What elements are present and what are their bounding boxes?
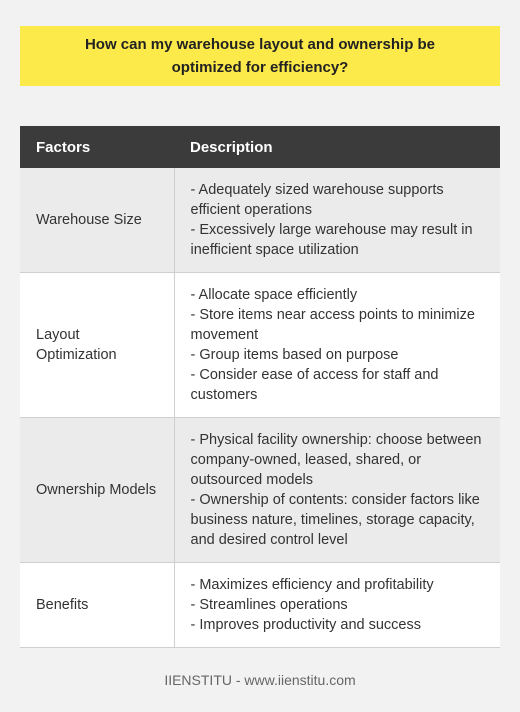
table-row: [20, 168, 500, 273]
description-line: - Ownership of contents: consider factors like business nature, timelines, storage capacity, and desired control level: [190, 492, 480, 548]
description-cell: [174, 168, 500, 273]
page-title: How can my warehouse layout and ownership be optimized for efficiency?: [20, 26, 500, 86]
description-cell: [174, 563, 500, 648]
description-line: - Improves productivity and success: [190, 617, 421, 633]
description-cell: [174, 273, 500, 418]
table-row: [20, 418, 500, 563]
factor-cell: Benefits: [20, 563, 174, 648]
column-header-factors: Factors: [20, 126, 174, 168]
description-line: - Adequately sized warehouse supports efficient operations: [190, 182, 444, 218]
factor-cell: Layout Optimization: [20, 273, 174, 418]
description-line: - Streamlines operations: [190, 597, 348, 613]
factors-table: [20, 126, 500, 648]
factor-cell: Warehouse Size: [20, 168, 174, 273]
table-header-row: [20, 126, 500, 168]
description-cell: [174, 418, 500, 563]
description-line: - Group items based on purpose: [190, 347, 399, 363]
footer-credit: IIENSTITU - www.iienstitu.com: [164, 672, 356, 688]
table-row: [20, 273, 500, 418]
description-line: - Maximizes efficiency and profitability: [190, 577, 434, 593]
description-line: - Store items near access points to minimize movement: [190, 307, 475, 343]
description-line: - Consider ease of access for staff and customers: [190, 367, 439, 403]
column-header-description: Description: [174, 126, 500, 168]
table-row: [20, 563, 500, 648]
description-line: - Allocate space efficiently: [190, 287, 358, 303]
factor-cell: Ownership Models: [20, 418, 174, 563]
description-line: - Physical facility ownership: choose between company-owned, leased, shared, or outsourced models: [190, 432, 482, 488]
description-line: - Excessively large warehouse may result in inefficient space utilization: [190, 222, 473, 258]
